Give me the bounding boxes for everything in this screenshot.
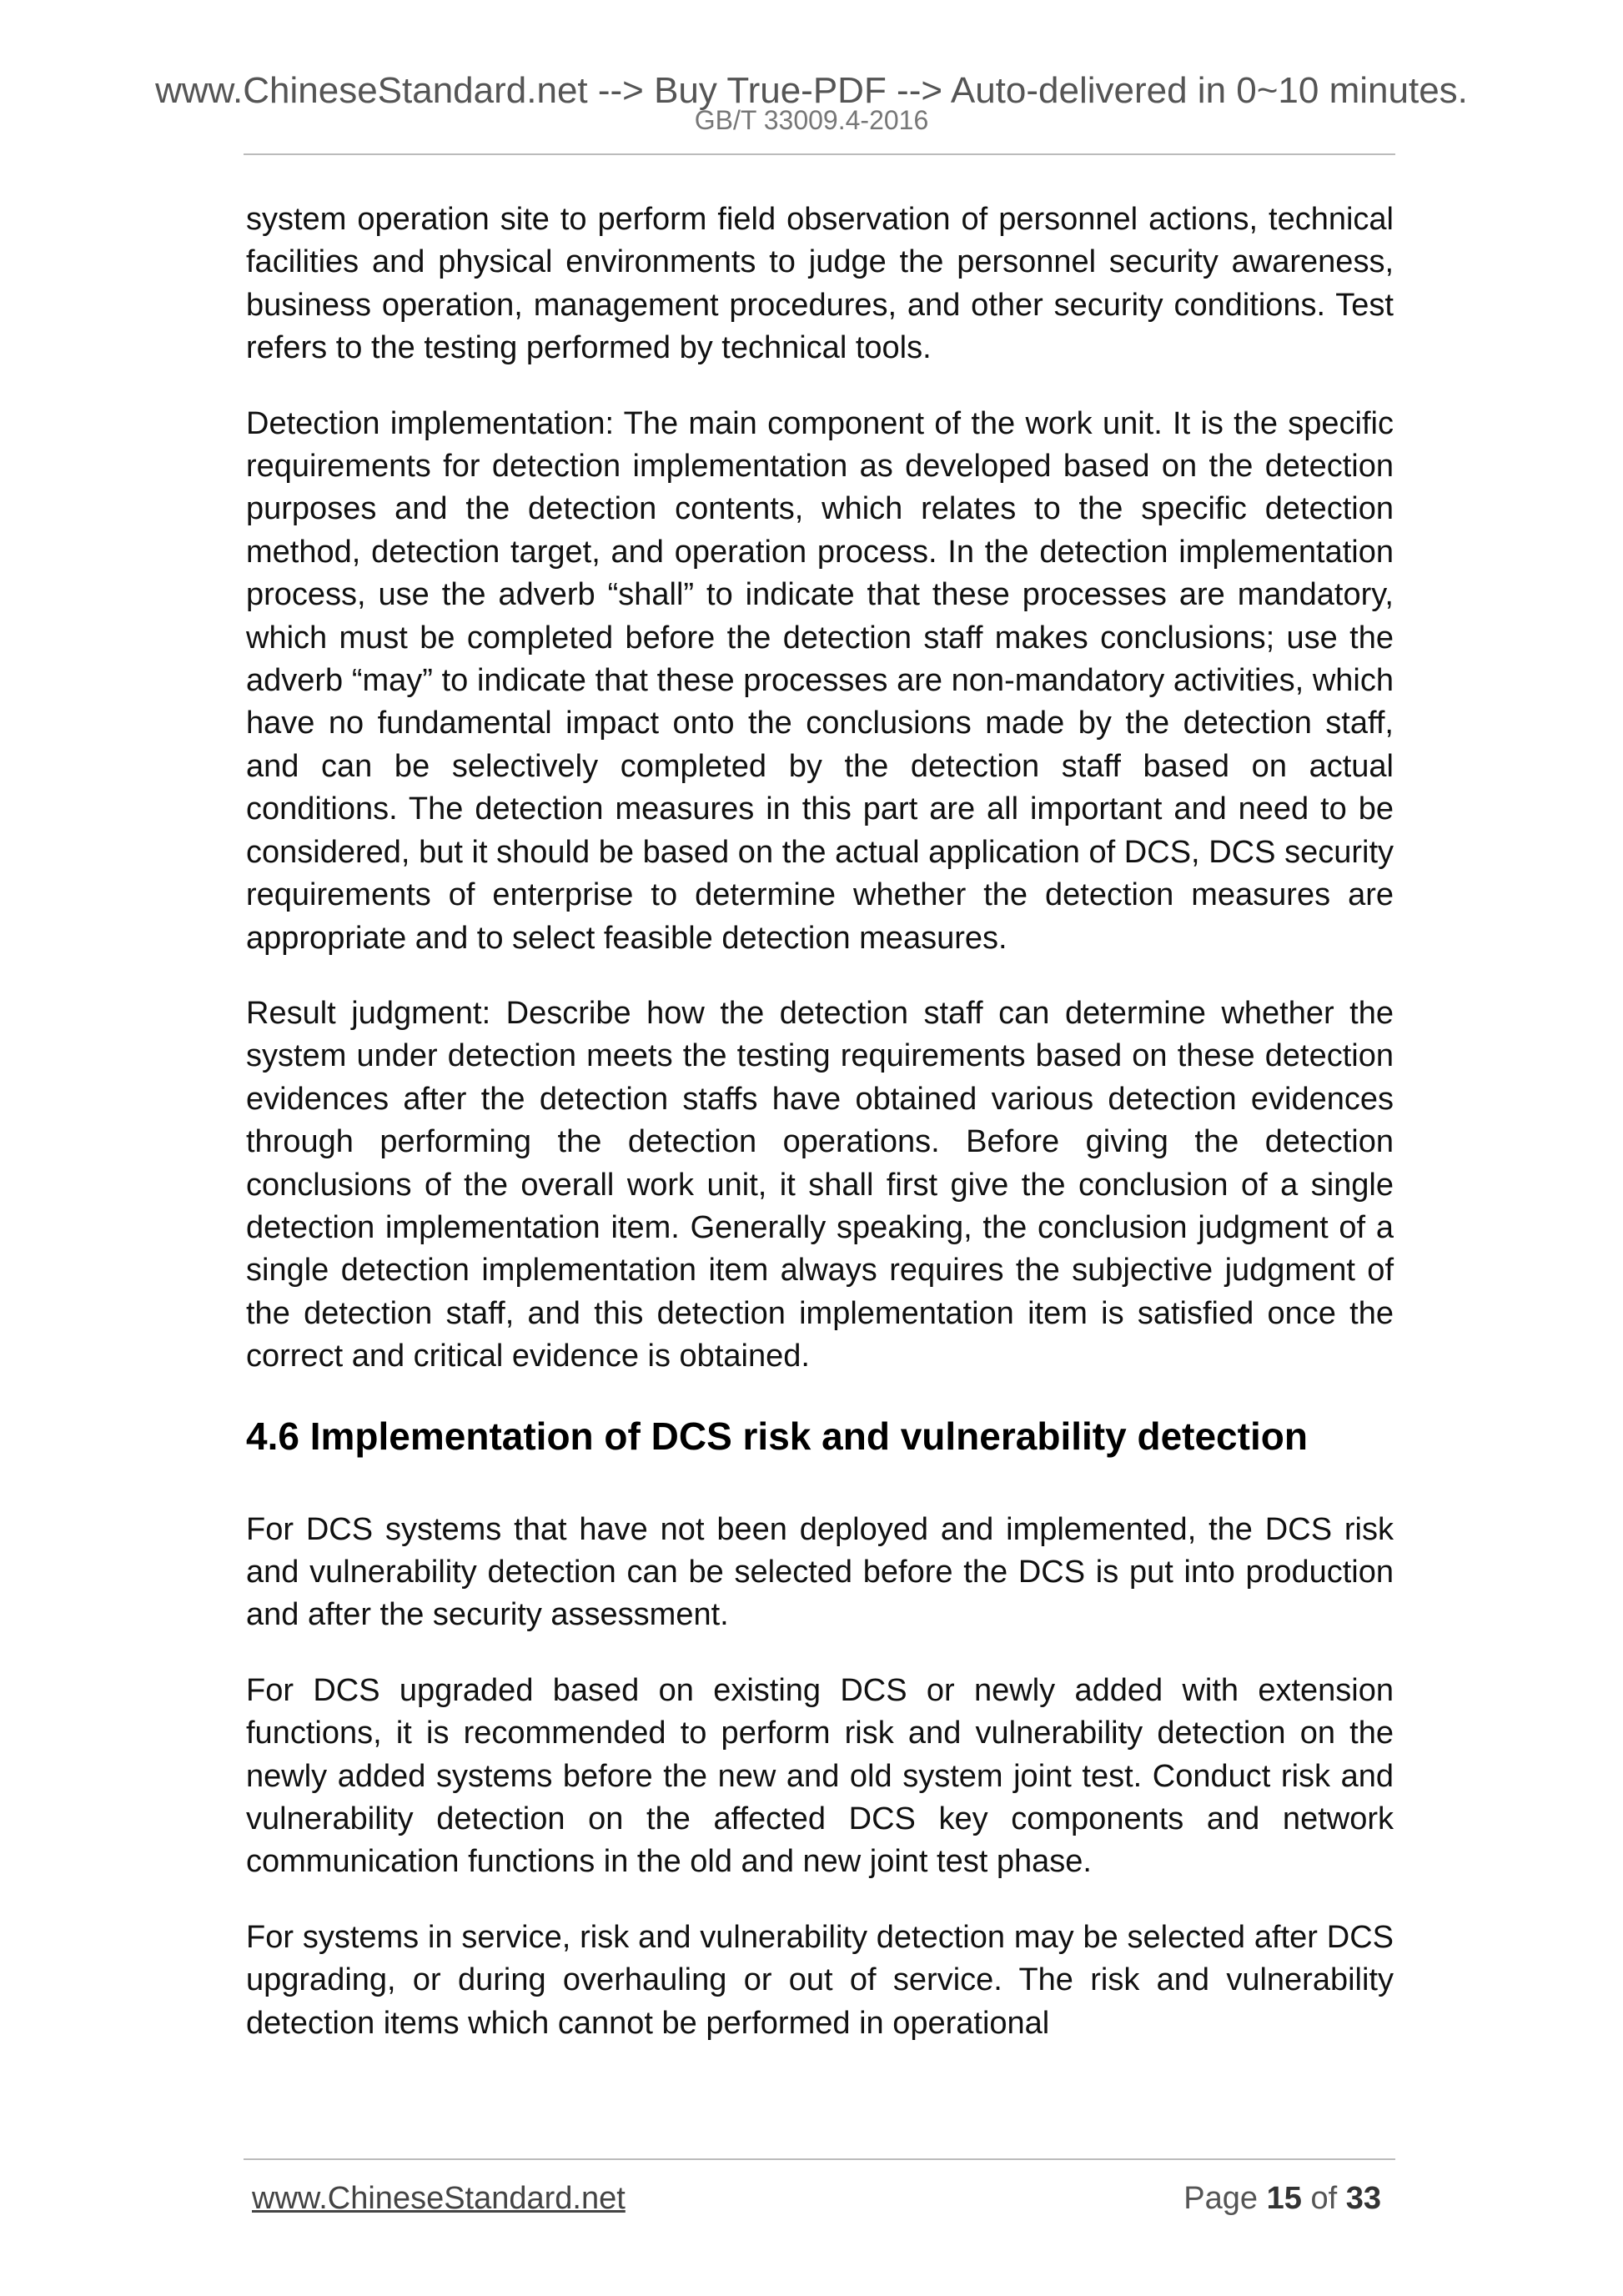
body-paragraph: For DCS upgraded based on existing DCS or newly added with extension functions, it is recommended to perform risk and vulnerability detection on the newly added systems before the new and old system joint test. Conduct risk and vulnerability detection on the affected DCS key components and network communication functions in the old and new joint test phase. (246, 1672, 1394, 1880)
footer-divider (244, 2158, 1395, 2160)
body-paragraph: For systems in service, risk and vulnerability detection may be selected after DCS upgrading, or during overhauling or out of service. The risk and vulnerability detection items which cannot be performed in operational (246, 1919, 1394, 2041)
page-of: of (1310, 2181, 1338, 2216)
page-total: 33 (1345, 2181, 1381, 2216)
site-banner: www.ChineseStandard.net --> Buy True-PDF --> Auto-delivered in 0~10 minutes. (155, 70, 1468, 111)
document-id: GB/T 33009.4-2016 (694, 105, 929, 135)
page-current: 15 (1266, 2181, 1302, 2216)
page-content (246, 198, 1394, 2077)
body-paragraph: Result judgment: Describe how the detection staff can determine whether the system under detection meets the testing requirements based on these detection evidences after the detection staffs have obtained various detection evidences through performing the detection operations. Before giving the detection conclusions of the overall work unit, it shall first give the conclusion of a single detection implementation item. Generally speaking, the conclusion judgment of a single detection implementation item always requires the subjective judgment of the detection staff, and this detection implementation item is satisfied once the correct and critical evidence is obtained. (246, 995, 1394, 1374)
body-paragraph: system operation site to perform field observation of personnel actions, technical facilities and physical environments to judge the personnel security awareness, business operation, management procedures, and other security conditions. Test refers to the testing performed by technical tools. (246, 202, 1394, 366)
page-word: Page (1183, 2181, 1259, 2216)
page-number (1183, 2180, 1381, 2217)
header-divider (244, 153, 1395, 155)
body-paragraph: Detection implementation: The main component of the work unit. It is the specific requirements for detection implementation as developed based on the detection purposes and the detection contents, which relates to the specific detection method, detection target, and operation process. In the detection implementation process, use the adverb “shall” to indicate that these processes are mandatory, which must be completed before the detection staff makes conclusions; use the adverb “may” to indicate that these processes are non-mandatory activities, which have no fundamental impact onto the conclusions made by the detection staff, and can be selectively completed by the detection staff based on actual conditions. The detection measures in this part are all important and need to be considered, but it should be based on the actual application of DCS, DCS security requirements of enterprise to determine whether the detection measures are appropriate and to select feasible detection measures. (246, 405, 1394, 956)
body-paragraph: For DCS systems that have not been deployed and implemented, the DCS risk and vulnerability detection can be selected before the DCS is put into production and after the security assessment. (246, 1511, 1394, 1633)
footer-site-link[interactable]: www.ChineseStandard.net (252, 2181, 626, 2216)
section-heading: 4.6 Implementation of DCS risk and vulnerability detection (246, 1414, 1308, 1458)
